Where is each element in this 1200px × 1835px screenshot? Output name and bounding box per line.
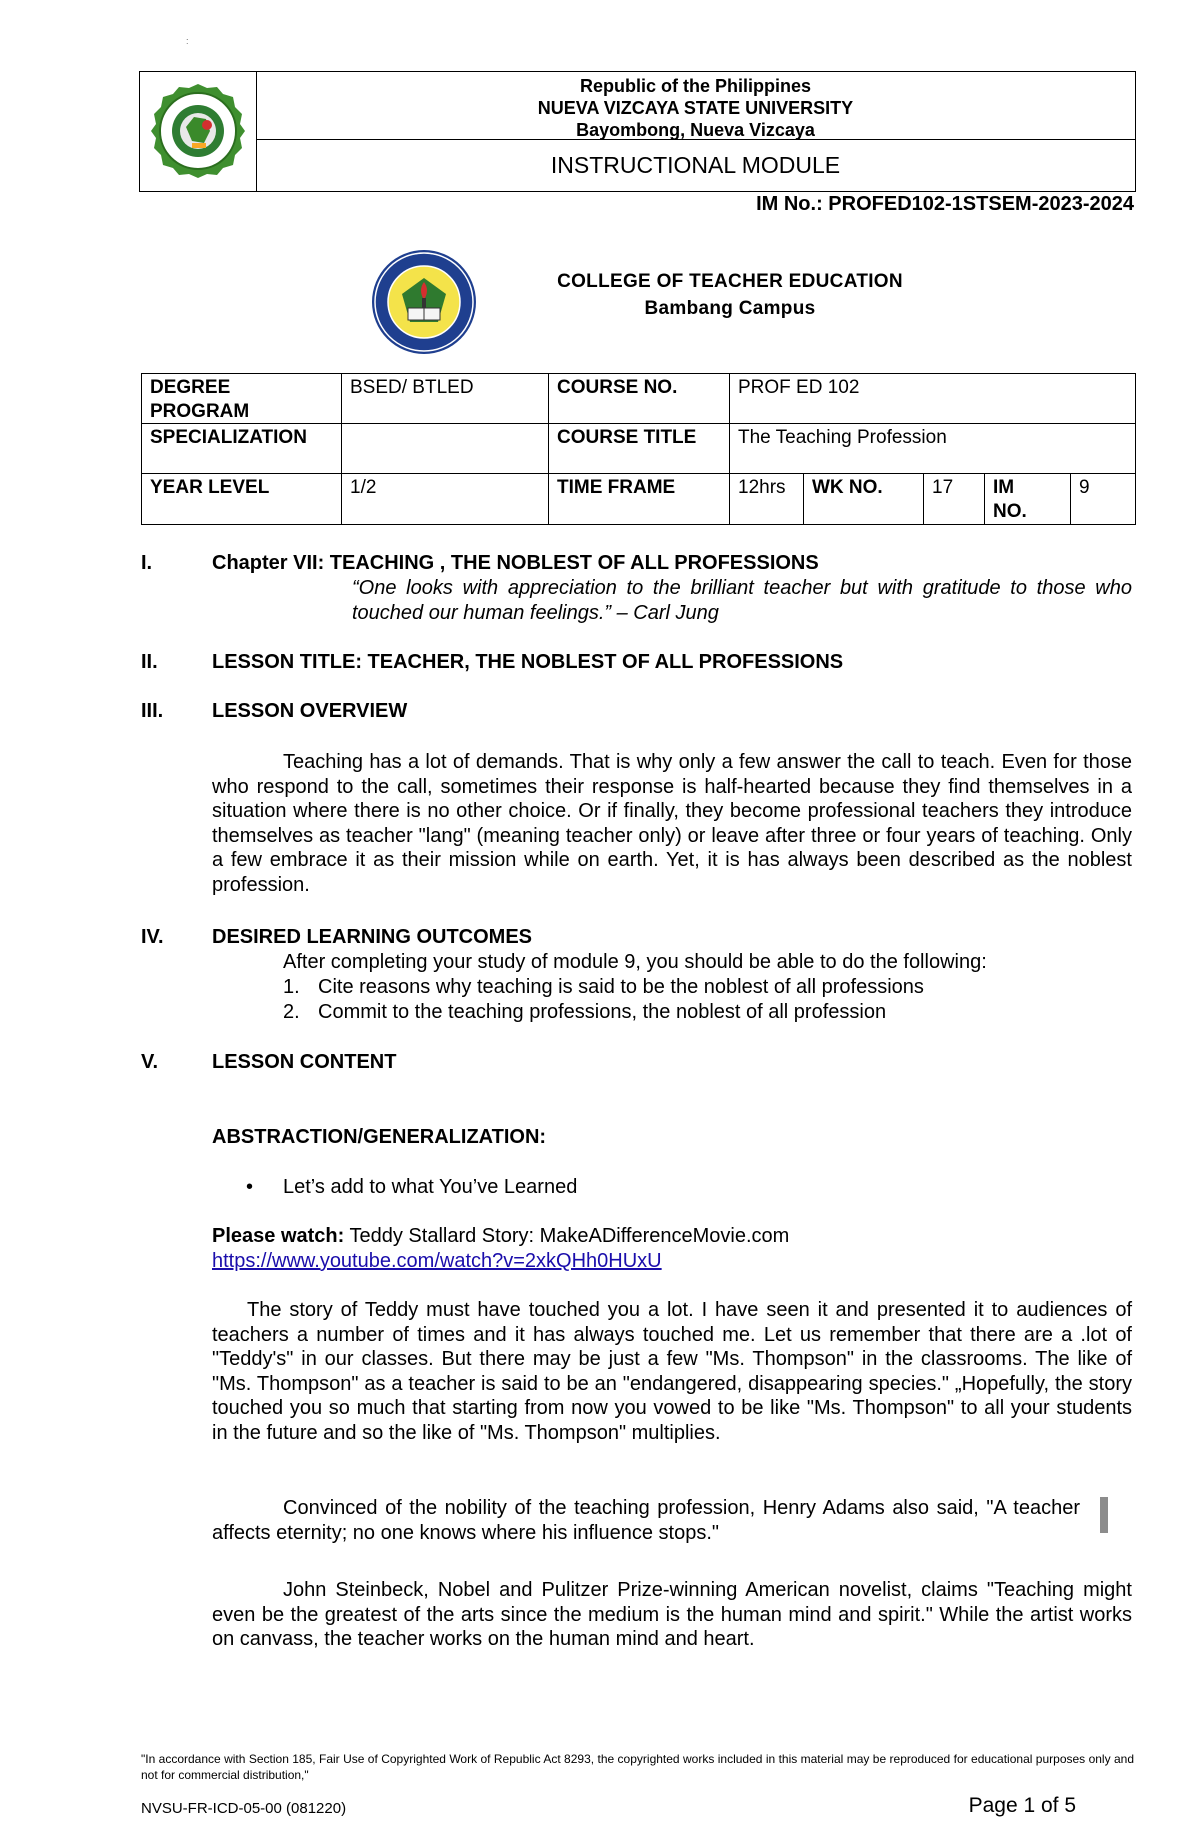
page-number: Page 1 of 5 xyxy=(968,1794,1076,1817)
college-name: COLLEGE OF TEACHER EDUCATION xyxy=(557,271,903,292)
outcome-item-number: 1. xyxy=(283,976,300,998)
watch-text: Teddy Stallard Story: MakeADifferenceMovie.com xyxy=(349,1225,790,1247)
university-logo-cell xyxy=(140,72,257,191)
section-1-number: I. xyxy=(141,552,153,574)
abstraction-heading: ABSTRACTION/GENERALIZATION: xyxy=(212,1126,547,1148)
outcome-item-text: Cite reasons why teaching is said to be the noblest of all professions xyxy=(318,976,924,998)
section-2-number: II. xyxy=(141,651,158,673)
bullet-text: Let’s add to what You’ve Learned xyxy=(283,1176,578,1198)
lesson-overview-text: Teaching has a lot of demands. That is why only a few answer the call to teach. Even for those who respond to the call, sometimes their response is half-hearted because they find themselves in a situation where there is no other choice. Or if finally, they become professional teachers they introduce themselves as teacher "lang" (meaning teacher only) or leave after three or four years of teaching. Only a few embrace it as their mission while on earth. Yet, it is has always been described as the noblest profession. xyxy=(212,751,1132,896)
course-title-value: The Teaching Profession xyxy=(729,423,1136,474)
page-mark: : xyxy=(186,36,189,46)
steinbeck-paragraph: John Steinbeck, Nobel and Pulitzer Prize-winning American novelist, claims "Teaching might even be the greatest of the arts since the medium is the human mind and spirit." While the artist works on canvass, the teacher works on the human mind and heart. xyxy=(212,1579,1132,1650)
degree-program-label: DEGREE PROGRAM xyxy=(141,373,342,424)
margin-marker xyxy=(1100,1497,1108,1533)
teddy-story-paragraph: The story of Teddy must have touched you a lot. I have seen it and presented it to audiences of teachers a number of times and it has always touched me. Let us remember that there are a .lot of "Teddy's" in our classes. But there may be just a few "Ms. Thompson" in the classrooms. The like of "Ms. Thompson" as a teacher is said to be an "endangered, disappearing species." „Hopefully, the story touched you so much that starting from now you vowed to be like "Ms. Thompson" to all your students in the future and so the like of "Ms. Thompson" multiplies. xyxy=(212,1299,1132,1444)
section-4-number: IV. xyxy=(141,926,164,948)
year-level-value: 1/2 xyxy=(341,473,549,525)
outcomes-intro: After completing your study of module 9, you should be able to do the following: xyxy=(283,951,987,973)
section-2-title: LESSON TITLE: TEACHER, THE NOBLEST OF ALL PROFESSIONS xyxy=(212,651,844,673)
module-title: INSTRUCTIONAL MODULE xyxy=(550,152,841,178)
course-no-label: COURSE NO. xyxy=(548,373,730,424)
wk-no-label: WK NO. xyxy=(803,473,924,525)
section-1-title: Chapter VII: TEACHING , THE NOBLEST OF ALL PROFESSIONS xyxy=(212,552,819,574)
section-3-title: LESSON OVERVIEW xyxy=(212,700,408,722)
time-frame-label: TIME FRAME xyxy=(548,473,730,525)
form-code: NVSU-FR-ICD-05-00 (081220) xyxy=(141,1800,347,1817)
college-heading xyxy=(440,268,1020,322)
im-no-value: 9 xyxy=(1070,473,1136,525)
wk-no-value: 17 xyxy=(923,473,985,525)
outcome-item-number: 2. xyxy=(283,1001,300,1023)
specialization-label: SPECIALIZATION xyxy=(141,423,342,474)
year-level-label: YEAR LEVEL xyxy=(141,473,342,525)
section-4-title: DESIRED LEARNING OUTCOMES xyxy=(212,926,533,948)
section-5-title: LESSON CONTENT xyxy=(212,1051,397,1073)
henry-adams-paragraph: Convinced of the nobility of the teaching profession, Henry Adams also said, "A teacher affects eternity; no one knows where his influence stops." xyxy=(212,1497,1080,1544)
specialization-value xyxy=(341,423,549,474)
im-number: IM No.: PROFED102-1STSEM-2023-2024 xyxy=(756,193,1134,215)
university-seal-icon xyxy=(140,72,256,191)
republic-line: Republic of the Philippines xyxy=(579,76,811,96)
university-header-text xyxy=(256,72,1135,140)
copyright-note: "In accordance with Section 185, Fair Use of Copyrighted Work of Republic Act 8293, the copyrighted works included in this material may be reproduced for educational purposes only and not for commercial distribution," xyxy=(141,1752,1134,1782)
university-name: NUEVA VIZCAYA STATE UNIVERSITY xyxy=(537,98,854,118)
watch-label: Please watch: xyxy=(212,1225,345,1247)
youtube-link[interactable]: https://www.youtube.com/watch?v=2xkQHh0HUxU xyxy=(212,1250,662,1272)
outcome-item-text: Commit to the teaching professions, the noblest of all profession xyxy=(318,1001,887,1023)
bullet-icon: • xyxy=(246,1176,254,1198)
time-frame-value: 12hrs xyxy=(729,473,804,525)
college-campus: Bambang Campus xyxy=(644,298,816,319)
im-no-label: IM NO. xyxy=(984,473,1071,525)
document-header xyxy=(139,71,1136,192)
course-info-table xyxy=(141,373,1136,525)
university-location: Bayombong, Nueva Vizcaya xyxy=(576,120,815,140)
course-no-value: PROF ED 102 xyxy=(729,373,1136,424)
degree-program-value: BSED/ BTLED xyxy=(341,373,549,424)
course-title-label: COURSE TITLE xyxy=(548,423,730,474)
section-3-number: III. xyxy=(141,700,164,722)
section-5-number: V. xyxy=(141,1051,159,1073)
section-1-quote: “One looks with appreciation to the brilliant teacher but with gratitude to those who touched our human feelings.” – Carl Jung xyxy=(352,577,1132,624)
watch-line xyxy=(212,1224,789,1249)
